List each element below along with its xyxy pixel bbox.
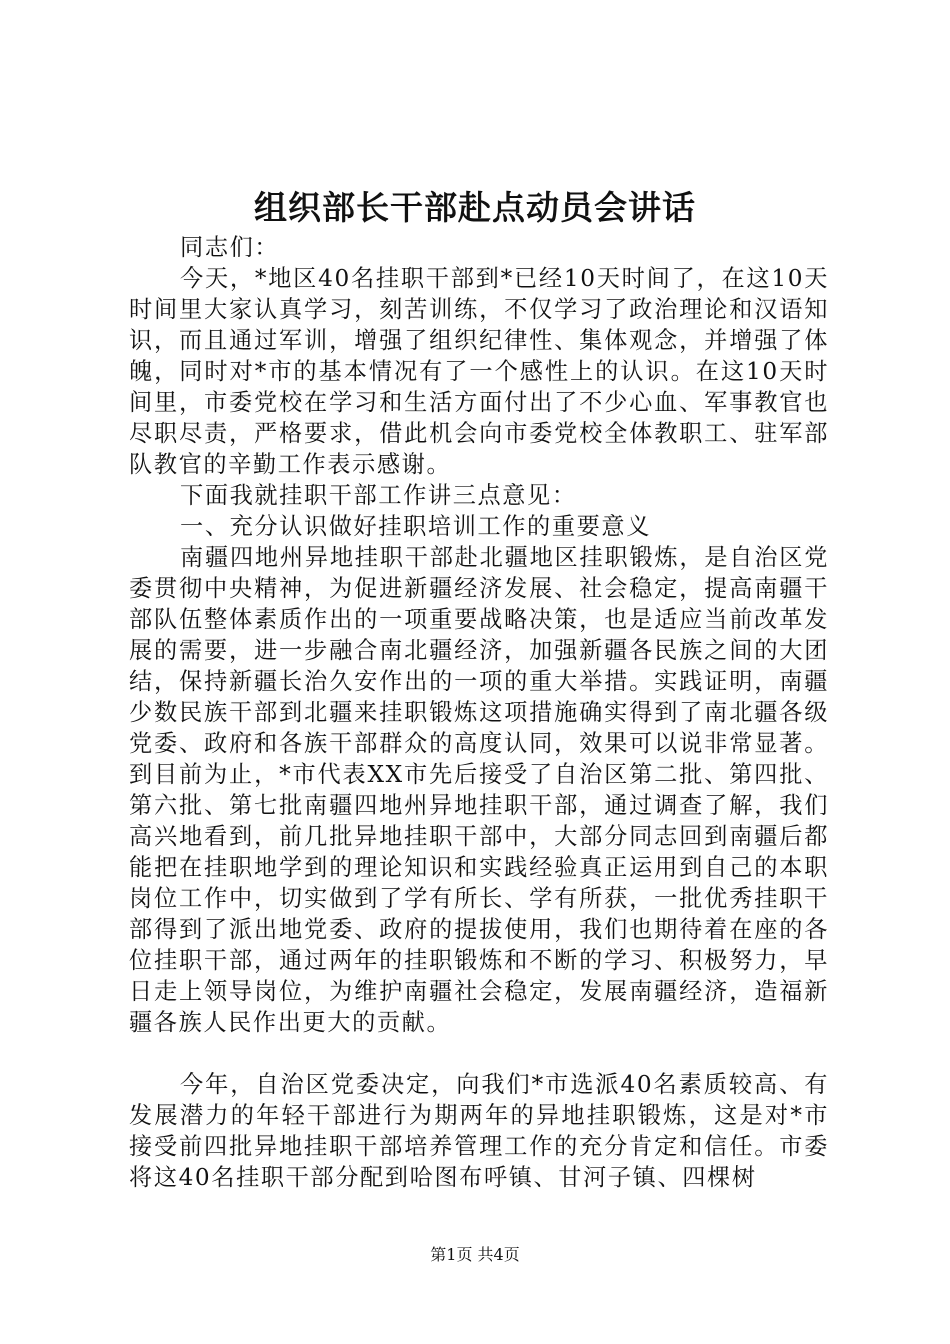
document-title: 组织部长干部赴点动员会讲话 xyxy=(254,188,696,227)
salutation-paragraph: 同志们： xyxy=(180,234,280,261)
body-paragraph: 今天，*地区40名挂职干部到*已经10天时间了，在这10天时间里大家认真学习，刻苦训练，不仅学习了政治理论和汉语知识，而且通过军训，增强了组织纪律性、集体观念，并增强了体魄，同时对*市的基本情况有了一个感性上的认识。在这10天时间里，市委党校在学习和生活方面付出了不少心血、军事教官也尽职尽责，严格要求，借此机会向市委党校全体教职工、驻军部队教官的辛勤工作表示感谢。 xyxy=(129,265,829,478)
body-paragraph: 南疆四地州异地挂职干部赴北疆地区挂职锻炼，是自治区党委贯彻中央精神，为促进新疆经济发展、社会稳定，提高南疆干部队伍整体素质作出的一项重要战略决策，也是适应当前改革发展的需要，进一步融合南北疆经济，加强新疆各民族之间的大团结，保持新疆长治久安作出的一项的重大举措。实践证明，南疆少数民族干部到北疆来挂职锻炼这项措施确实得到了南北疆各级党委、政府和各族干部群众的高度认同，效果可以说非常显著。到目前为止，*市代表XX市先后接受了自治区第二批、第四批、第六批、第七批南疆四地州异地挂职干部，通过调查了解，我们高兴地看到，前几批异地挂职干部中，大部分同志回到南疆后都能把在挂职地学到的理论知识和实践经验真正运用到自己的本职岗位工作中，切实做到了学有所长、学有所获，一批优秀挂职干部得到了派出地党委、政府的提拔使用，我们也期待着在座的各位挂职干部，通过两年的挂职锻炼和不断的学习、积极努力，早日走上领导岗位，为维护南疆社会稳定，发展南疆经济，造福新疆各族人民作出更大的贡献。 xyxy=(129,544,829,1036)
section-heading: 一、充分认识做好挂职培训工作的重要意义 xyxy=(180,513,651,540)
document-body xyxy=(129,232,829,1193)
body-paragraph: 今年，自治区党委决定，向我们*市选派40名素质较高、有发展潜力的年轻干部进行为期两年的异地挂职锻炼，这是对*市接受前四批异地挂职干部培养管理工作的充分肯定和信任。市委将这40名挂职干部分配到哈图布呼镇、甘河子镇、四棵树 xyxy=(129,1071,829,1191)
page-footer: 第1页 共4页 xyxy=(430,1245,520,1264)
body-paragraph: 下面我就挂职干部工作讲三点意见： xyxy=(180,482,577,509)
